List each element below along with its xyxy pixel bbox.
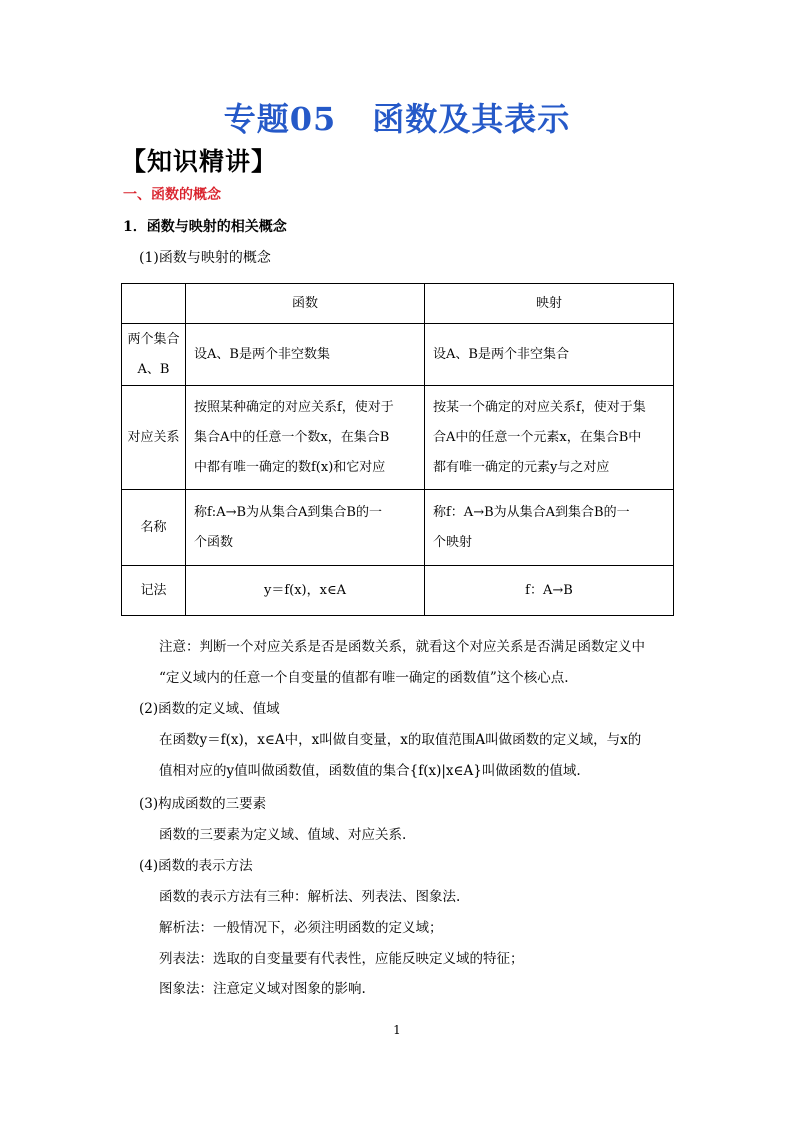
cell-line: 个映射 bbox=[433, 534, 473, 550]
cell-mapping-notation bbox=[425, 566, 674, 616]
cell-line: 称f:A→B为从集合A到集合B的一 bbox=[194, 504, 382, 520]
table-header-mapping: 映射 bbox=[425, 284, 674, 324]
table-header-cell bbox=[122, 284, 186, 324]
subheading-three-elements: (3)构成函数的三要素 bbox=[139, 796, 267, 812]
row-label-sets bbox=[122, 324, 186, 386]
row-label-name: 名称 bbox=[122, 490, 186, 566]
table-header-row bbox=[122, 284, 674, 324]
table-row bbox=[122, 490, 674, 566]
graph-method-line: 图象法：注意定义域对图象的影响. bbox=[159, 981, 366, 997]
table-row bbox=[122, 324, 674, 386]
subheading-function-mapping-concept: (1)函数与映射的概念 bbox=[139, 250, 271, 266]
cell-line: 个函数 bbox=[194, 534, 234, 550]
table-row bbox=[122, 386, 674, 490]
subheading-representation: (4)函数的表示方法 bbox=[139, 858, 253, 874]
page-number: 1 bbox=[393, 1023, 401, 1037]
table-row bbox=[122, 566, 674, 616]
cell-line: y＝f(x)，x∈A bbox=[264, 582, 346, 598]
function-mapping-table bbox=[121, 283, 674, 616]
note-line-2: “定义域内的任意一个自变量的值都有唯一确定的函数值”这个核心点. bbox=[159, 670, 569, 686]
cell-function-correspondence bbox=[186, 386, 425, 490]
cell-line: 合A中的任意一个元素x，在集合B中 bbox=[433, 429, 642, 445]
row-label-line: A、B bbox=[137, 361, 170, 377]
note-line-1: 注意：判断一个对应关系是否是函数关系，就看这个对应关系是否满足函数定义中 bbox=[159, 639, 645, 655]
cell-function-sets bbox=[186, 324, 425, 386]
heading-function-mapping: 1．函数与映射的相关概念 bbox=[123, 219, 287, 235]
cell-line: f：A→B bbox=[525, 582, 573, 598]
cell-line: 设A、B是两个非空集合 bbox=[433, 346, 569, 362]
domain-line-2: 值相对应的y值叫做函数值，函数值的集合{f(x)|x∈A}叫做函数的值域. bbox=[159, 763, 581, 779]
cell-function-name bbox=[186, 490, 425, 566]
cell-line: 称f：A→B为从集合A到集合B的一 bbox=[433, 504, 630, 520]
row-label-notation: 记法 bbox=[122, 566, 186, 616]
cell-line: 设A、B是两个非空数集 bbox=[194, 346, 330, 362]
title-topic-number: 专题05 bbox=[223, 100, 337, 138]
row-label-line: 两个集合 bbox=[127, 331, 180, 347]
cell-function-notation bbox=[186, 566, 425, 616]
domain-line-1: 在函数y＝f(x)，x∈A中，x叫做自变量，x的取值范围A叫做函数的定义域，与x的 bbox=[159, 732, 642, 748]
cell-line: 中都有唯一确定的数f(x)和它对应 bbox=[194, 459, 386, 475]
cell-mapping-correspondence bbox=[425, 386, 674, 490]
row-label-correspondence: 对应关系 bbox=[122, 386, 186, 490]
cell-line: 集合A中的任意一个数x，在集合B bbox=[194, 429, 390, 445]
cell-line: 按照某种确定的对应关系f，使对于 bbox=[194, 399, 394, 415]
analytic-method-line: 解析法：一般情况下，必须注明函数的定义域； bbox=[159, 920, 443, 936]
cell-mapping-sets bbox=[425, 324, 674, 386]
cell-line: 都有唯一确定的元素y与之对应 bbox=[433, 459, 610, 475]
subheading-domain-range: (2)函数的定义域、值域 bbox=[139, 701, 280, 717]
table-header-function: 函数 bbox=[186, 284, 425, 324]
title-topic-name: 函数及其表示 bbox=[372, 100, 571, 138]
list-method-line: 列表法：选取的自变量要有代表性，应能反映定义域的特征； bbox=[159, 951, 524, 967]
representation-methods-line: 函数的表示方法有三种：解析法、列表法、图象法. bbox=[159, 889, 461, 905]
cell-mapping-name bbox=[425, 490, 674, 566]
page-title bbox=[0, 94, 794, 140]
cell-line: 按某一个确定的对应关系f，使对于集 bbox=[433, 399, 646, 415]
heading-function-concept: 一、函数的概念 bbox=[123, 187, 221, 203]
section-heading: 【知识精讲】 bbox=[121, 147, 278, 176]
three-elements-line: 函数的三要素为定义域、值域、对应关系. bbox=[159, 827, 407, 843]
